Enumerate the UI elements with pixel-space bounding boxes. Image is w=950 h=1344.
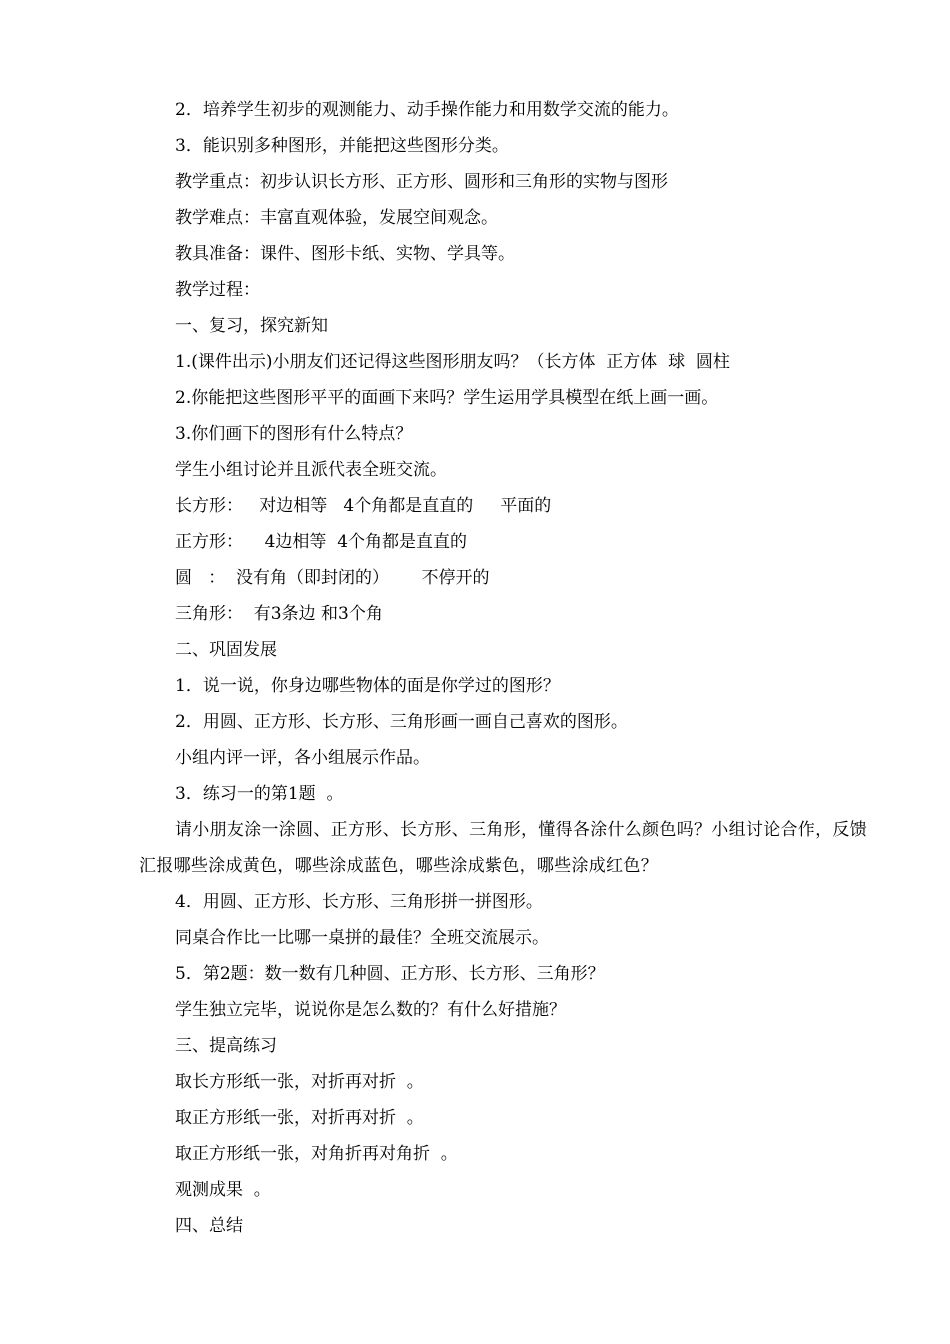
section-3-item-4: 观测成果 。	[175, 1180, 271, 1200]
section-1-item-2: 2.你能把这些图形平平的面画下来吗？学生运用学具模型在纸上画一画。	[175, 388, 719, 408]
coloring-paragraph: 请小朋友涂一涂圆、正方形、长方形、三角形，懂得各涂什么颜色吗？小组讨论合作，反馈汇报哪些涂成黄色，哪些涂成蓝色，哪些涂成紫色，哪些涂成红色？	[139, 820, 867, 876]
section-3-item-1: 取长方形纸一张，对折再对折 。	[175, 1072, 424, 1092]
circle-features: 圆 ： 没有角（即封闭的） 不停开的	[175, 568, 490, 588]
section-2-note-3: 学生独立完毕，说说你是怎么数的？有什么好措施？	[175, 1000, 566, 1020]
section-2-heading: 二、巩固发展	[175, 640, 277, 660]
teaching-materials: 教具准备：课件、图形卡纸、实物、学具等。	[175, 244, 515, 264]
section-2-item-2: 2．用圆、正方形、长方形、三角形画一画自己喜欢的图形。	[175, 712, 628, 732]
triangle-features: 三角形： 有3条边 和3个角	[175, 604, 383, 624]
section-1-heading: 一、复习，探究新知	[175, 316, 328, 336]
section-3-item-3: 取正方形纸一张，对角折再对角折 。	[175, 1144, 458, 1164]
section-2-item-1: 1．说一说，你身边哪些物体的面是你学过的图形？	[175, 676, 560, 696]
section-3-item-2: 取正方形纸一张，对折再对折 。	[175, 1108, 424, 1128]
teaching-difficulty: 教学难点：丰富直观体验，发展空间观念。	[175, 208, 498, 228]
section-4-heading: 四、总结	[175, 1216, 243, 1236]
rectangle-features: 长方形： 对边相等 4个角都是直直的 平面的	[175, 496, 552, 516]
section-3-heading: 三、提高练习	[175, 1036, 277, 1056]
objective-2: 2．培养学生初步的观测能力、动手操作能力和用数学交流的能力。	[175, 100, 679, 120]
section-2-note-2: 同桌合作比一比哪一桌拼的最佳？全班交流展示。	[175, 928, 549, 948]
section-1-item-1: 1.(课件出示)小朋友们还记得这些图形朋友吗？（长方体 正方体 球 圆柱	[175, 352, 730, 372]
section-2-item-3: 3．练习一的第1题 。	[175, 784, 344, 804]
group-discussion: 学生小组讨论并且派代表全班交流。	[175, 460, 447, 480]
section-2-note-1: 小组内评一评，各小组展示作品。	[175, 748, 430, 768]
objective-3: 3．能识别多种图形，并能把这些图形分类。	[175, 136, 509, 156]
square-features: 正方形： 4边相等 4个角都是直直的	[175, 532, 468, 552]
teaching-focus: 教学重点：初步认识长方形、正方形、圆形和三角形的实物与图形	[175, 172, 668, 192]
section-2-item-4: 4．用圆、正方形、长方形、三角形拼一拼图形。	[175, 892, 543, 912]
section-2-item-5: 5．第2题：数一数有几种圆、正方形、长方形、三角形？	[175, 964, 605, 984]
process-heading: 教学过程：	[175, 280, 260, 300]
section-1-item-3: 3.你们画下的图形有什么特点？	[175, 424, 413, 444]
